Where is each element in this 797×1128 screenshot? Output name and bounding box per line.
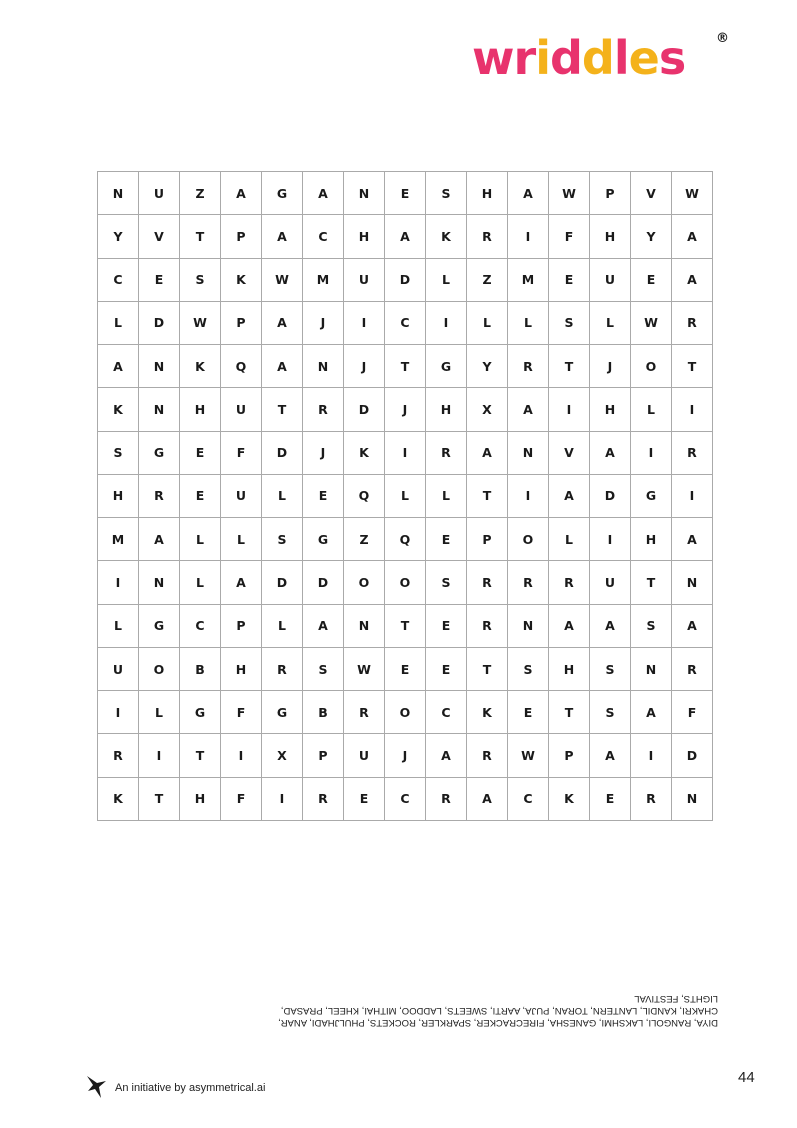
grid-cell[interactable]: W: [549, 172, 590, 215]
grid-cell[interactable]: O: [344, 561, 385, 604]
grid-cell[interactable]: R: [139, 474, 180, 517]
grid-cell[interactable]: T: [180, 734, 221, 777]
word-list-line: CHAKRI, KANDIL, LANTERN, TORAN, PUJA, AARTI, SWEETS, LADDOO, MITHAI, KHEEL, PRASAD,: [280, 1005, 718, 1016]
grid-cell[interactable]: A: [262, 345, 303, 388]
grid-cell[interactable]: G: [303, 518, 344, 561]
grid-cell[interactable]: S: [590, 691, 631, 734]
grid-cell[interactable]: E: [426, 604, 467, 647]
grid-cell[interactable]: A: [590, 431, 631, 474]
grid-cell[interactable]: D: [262, 561, 303, 604]
grid-cell[interactable]: I: [385, 431, 426, 474]
grid-row: [98, 215, 713, 258]
grid-cell[interactable]: O: [385, 561, 426, 604]
grid-cell[interactable]: K: [98, 388, 139, 431]
grid-cell[interactable]: E: [180, 474, 221, 517]
grid-cell[interactable]: A: [303, 172, 344, 215]
grid-cell[interactable]: N: [303, 345, 344, 388]
logo-letter: e: [628, 31, 659, 85]
grid-cell[interactable]: L: [590, 301, 631, 344]
grid-cell[interactable]: F: [672, 691, 713, 734]
grid-cell[interactable]: I: [549, 388, 590, 431]
grid-cell[interactable]: I: [139, 734, 180, 777]
grid-cell[interactable]: I: [98, 691, 139, 734]
grid-cell[interactable]: P: [549, 734, 590, 777]
grid-cell[interactable]: F: [221, 777, 262, 820]
grid-cell[interactable]: U: [344, 258, 385, 301]
grid-cell[interactable]: S: [631, 604, 672, 647]
grid-row: [98, 345, 713, 388]
grid-cell[interactable]: K: [180, 345, 221, 388]
logo-letter: d: [549, 31, 582, 85]
grid-cell[interactable]: H: [344, 215, 385, 258]
grid-row: [98, 431, 713, 474]
grid-cell[interactable]: E: [303, 474, 344, 517]
grid-cell[interactable]: X: [262, 734, 303, 777]
grid-cell[interactable]: G: [631, 474, 672, 517]
grid-cell[interactable]: Q: [385, 518, 426, 561]
grid-cell[interactable]: H: [590, 215, 631, 258]
footer: [86, 1075, 265, 1101]
grid-cell[interactable]: V: [631, 172, 672, 215]
grid-cell[interactable]: W: [508, 734, 549, 777]
grid-cell[interactable]: I: [508, 474, 549, 517]
grid-cell[interactable]: T: [385, 345, 426, 388]
grid-cell[interactable]: O: [508, 518, 549, 561]
grid-cell[interactable]: G: [262, 691, 303, 734]
grid-cell[interactable]: Y: [98, 215, 139, 258]
grid-cell[interactable]: M: [98, 518, 139, 561]
grid-cell[interactable]: Q: [344, 474, 385, 517]
grid-cell[interactable]: R: [426, 777, 467, 820]
grid-cell[interactable]: A: [590, 734, 631, 777]
grid-cell[interactable]: A: [139, 518, 180, 561]
grid-row: [98, 301, 713, 344]
grid-cell[interactable]: S: [590, 647, 631, 690]
grid-cell[interactable]: D: [303, 561, 344, 604]
grid-cell[interactable]: T: [549, 345, 590, 388]
grid-cell[interactable]: S: [426, 172, 467, 215]
grid-cell[interactable]: N: [344, 604, 385, 647]
grid-cell[interactable]: R: [303, 388, 344, 431]
grid-cell[interactable]: L: [467, 301, 508, 344]
grid-cell[interactable]: E: [426, 518, 467, 561]
grid-cell[interactable]: C: [385, 777, 426, 820]
grid-cell[interactable]: T: [631, 561, 672, 604]
grid-cell[interactable]: W: [180, 301, 221, 344]
grid-cell[interactable]: L: [262, 474, 303, 517]
logo-letter: r: [513, 31, 536, 85]
grid-cell[interactable]: A: [549, 474, 590, 517]
grid-cell[interactable]: R: [262, 647, 303, 690]
grid-cell[interactable]: J: [303, 301, 344, 344]
grid-cell[interactable]: W: [262, 258, 303, 301]
grid-cell[interactable]: I: [508, 215, 549, 258]
grid-cell[interactable]: G: [139, 431, 180, 474]
grid-cell[interactable]: I: [98, 561, 139, 604]
grid-cell[interactable]: P: [467, 518, 508, 561]
grid-cell[interactable]: J: [344, 345, 385, 388]
grid-cell[interactable]: J: [385, 734, 426, 777]
grid-row: [98, 734, 713, 777]
grid-cell[interactable]: R: [303, 777, 344, 820]
grid-row: [98, 777, 713, 820]
grid-cell[interactable]: K: [221, 258, 262, 301]
bird-icon: [86, 1073, 108, 1104]
grid-cell[interactable]: R: [467, 604, 508, 647]
grid-cell[interactable]: I: [590, 518, 631, 561]
grid-cell[interactable]: H: [467, 172, 508, 215]
grid-cell[interactable]: O: [385, 691, 426, 734]
grid-cell[interactable]: E: [426, 647, 467, 690]
grid-cell[interactable]: U: [590, 561, 631, 604]
grid-cell[interactable]: E: [590, 777, 631, 820]
grid-cell[interactable]: U: [221, 388, 262, 431]
grid-cell[interactable]: J: [590, 345, 631, 388]
grid-cell[interactable]: N: [508, 431, 549, 474]
grid-cell[interactable]: A: [467, 431, 508, 474]
logo-letter: w: [472, 31, 514, 85]
grid-cell[interactable]: L: [139, 691, 180, 734]
registered-mark: ®: [716, 31, 729, 46]
grid-row: [98, 474, 713, 517]
grid-cell[interactable]: H: [221, 647, 262, 690]
grid-row: [98, 647, 713, 690]
grid-cell[interactable]: L: [426, 474, 467, 517]
grid-cell[interactable]: Z: [344, 518, 385, 561]
grid-cell[interactable]: K: [549, 777, 590, 820]
grid-cell[interactable]: U: [221, 474, 262, 517]
grid-cell[interactable]: R: [672, 431, 713, 474]
logo-letter: d: [581, 31, 614, 85]
grid-cell[interactable]: A: [221, 561, 262, 604]
grid-cell[interactable]: H: [98, 474, 139, 517]
grid-cell[interactable]: Z: [467, 258, 508, 301]
grid-cell[interactable]: E: [139, 258, 180, 301]
grid-cell[interactable]: P: [221, 215, 262, 258]
grid-cell[interactable]: G: [139, 604, 180, 647]
word-search-grid: [97, 171, 713, 821]
grid-cell[interactable]: A: [426, 734, 467, 777]
grid-cell[interactable]: R: [508, 561, 549, 604]
grid-row: [98, 691, 713, 734]
grid-cell[interactable]: A: [631, 691, 672, 734]
grid-cell[interactable]: H: [631, 518, 672, 561]
grid-cell[interactable]: A: [508, 172, 549, 215]
grid-cell[interactable]: V: [139, 215, 180, 258]
grid-cell[interactable]: A: [303, 604, 344, 647]
grid-cell[interactable]: T: [549, 691, 590, 734]
grid-cell[interactable]: R: [426, 431, 467, 474]
grid-cell[interactable]: I: [631, 734, 672, 777]
grid-cell[interactable]: F: [549, 215, 590, 258]
grid-cell[interactable]: E: [180, 431, 221, 474]
grid-cell[interactable]: M: [303, 258, 344, 301]
grid-cell[interactable]: R: [672, 647, 713, 690]
grid-cell[interactable]: K: [98, 777, 139, 820]
grid-cell[interactable]: E: [549, 258, 590, 301]
grid-cell[interactable]: I: [631, 431, 672, 474]
grid-cell[interactable]: N: [631, 647, 672, 690]
grid-cell[interactable]: S: [549, 301, 590, 344]
grid-cell[interactable]: F: [221, 691, 262, 734]
logo-letter: i: [535, 31, 550, 85]
grid-cell[interactable]: D: [672, 734, 713, 777]
grid-cell[interactable]: R: [631, 777, 672, 820]
grid-cell[interactable]: L: [549, 518, 590, 561]
grid-cell[interactable]: J: [385, 388, 426, 431]
grid-cell[interactable]: A: [672, 215, 713, 258]
grid-cell[interactable]: C: [98, 258, 139, 301]
grid-cell[interactable]: A: [549, 604, 590, 647]
grid-cell[interactable]: A: [672, 604, 713, 647]
footer-text: An initiative by asymmetrical.ai: [115, 1082, 266, 1094]
grid-cell[interactable]: D: [344, 388, 385, 431]
grid-cell[interactable]: D: [262, 431, 303, 474]
grid-cell[interactable]: U: [344, 734, 385, 777]
grid-cell[interactable]: A: [262, 301, 303, 344]
grid-cell[interactable]: I: [262, 777, 303, 820]
grid-cell[interactable]: R: [672, 301, 713, 344]
logo-letter: l: [613, 31, 629, 85]
grid-cell[interactable]: G: [180, 691, 221, 734]
grid-cell[interactable]: G: [262, 172, 303, 215]
grid-cell[interactable]: S: [180, 258, 221, 301]
grid-cell[interactable]: U: [98, 647, 139, 690]
grid-cell[interactable]: P: [590, 172, 631, 215]
grid-cell[interactable]: N: [344, 172, 385, 215]
grid-cell[interactable]: J: [303, 431, 344, 474]
grid-row: [98, 604, 713, 647]
grid-cell[interactable]: L: [426, 258, 467, 301]
grid-cell[interactable]: K: [426, 215, 467, 258]
grid-cell[interactable]: Q: [221, 345, 262, 388]
page-number: 44: [738, 1069, 755, 1086]
word-list-line: LIGHTS, FESTIVAL: [634, 993, 718, 1004]
grid-cell[interactable]: S: [426, 561, 467, 604]
grid-cell[interactable]: I: [344, 301, 385, 344]
grid-cell[interactable]: H: [590, 388, 631, 431]
grid-cell[interactable]: C: [385, 301, 426, 344]
grid-cell[interactable]: E: [508, 691, 549, 734]
grid-cell[interactable]: C: [426, 691, 467, 734]
grid-cell[interactable]: N: [139, 388, 180, 431]
grid-cell[interactable]: L: [631, 388, 672, 431]
grid-cell[interactable]: I: [672, 388, 713, 431]
grid-cell[interactable]: H: [426, 388, 467, 431]
grid-cell[interactable]: D: [139, 301, 180, 344]
grid-cell[interactable]: L: [508, 301, 549, 344]
grid-cell[interactable]: S: [262, 518, 303, 561]
logo-letter: s: [658, 31, 686, 85]
grid-cell[interactable]: N: [139, 345, 180, 388]
grid-cell[interactable]: N: [139, 561, 180, 604]
grid-row: [98, 258, 713, 301]
grid-row: [98, 172, 713, 215]
grid-cell[interactable]: A: [221, 172, 262, 215]
grid-cell[interactable]: R: [98, 734, 139, 777]
grid-cell[interactable]: L: [98, 301, 139, 344]
grid-cell[interactable]: E: [385, 172, 426, 215]
grid-row: [98, 561, 713, 604]
grid-cell[interactable]: N: [508, 604, 549, 647]
grid-cell[interactable]: R: [467, 215, 508, 258]
grid-cell[interactable]: D: [590, 474, 631, 517]
grid-cell[interactable]: E: [631, 258, 672, 301]
grid-cell[interactable]: C: [508, 777, 549, 820]
grid-cell[interactable]: N: [98, 172, 139, 215]
grid-cell[interactable]: T: [467, 474, 508, 517]
grid-cell[interactable]: S: [508, 647, 549, 690]
grid-cell[interactable]: Y: [467, 345, 508, 388]
grid-cell[interactable]: P: [303, 734, 344, 777]
grid-cell[interactable]: O: [631, 345, 672, 388]
grid-cell[interactable]: R: [508, 345, 549, 388]
grid-cell[interactable]: G: [426, 345, 467, 388]
grid-cell[interactable]: A: [98, 345, 139, 388]
grid-row: [98, 388, 713, 431]
grid-cell[interactable]: P: [221, 301, 262, 344]
grid-cell[interactable]: U: [139, 172, 180, 215]
grid-cell[interactable]: E: [385, 647, 426, 690]
grid-cell[interactable]: T: [672, 345, 713, 388]
grid-cell[interactable]: H: [549, 647, 590, 690]
grid-cell[interactable]: H: [180, 388, 221, 431]
grid-cell[interactable]: T: [467, 647, 508, 690]
grid-cell[interactable]: S: [303, 647, 344, 690]
wriddles-logo: [472, 28, 685, 88]
grid-cell[interactable]: L: [98, 604, 139, 647]
grid-cell[interactable]: R: [467, 561, 508, 604]
grid-cell[interactable]: D: [385, 258, 426, 301]
grid-cell[interactable]: N: [672, 777, 713, 820]
grid-cell[interactable]: Z: [180, 172, 221, 215]
grid-cell[interactable]: I: [672, 474, 713, 517]
grid-cell[interactable]: E: [344, 777, 385, 820]
grid-cell[interactable]: A: [508, 388, 549, 431]
grid-cell[interactable]: L: [221, 518, 262, 561]
grid-cell[interactable]: R: [344, 691, 385, 734]
grid-cell[interactable]: X: [467, 388, 508, 431]
grid-cell[interactable]: A: [385, 215, 426, 258]
grid-cell[interactable]: I: [426, 301, 467, 344]
grid-cell[interactable]: T: [385, 604, 426, 647]
grid-cell[interactable]: W: [631, 301, 672, 344]
grid-cell[interactable]: R: [467, 734, 508, 777]
grid-cell[interactable]: F: [221, 431, 262, 474]
grid-cell[interactable]: L: [180, 518, 221, 561]
grid-cell[interactable]: C: [303, 215, 344, 258]
grid-cell[interactable]: W: [672, 172, 713, 215]
grid-cell[interactable]: V: [549, 431, 590, 474]
grid-cell[interactable]: A: [672, 518, 713, 561]
grid-cell[interactable]: A: [590, 604, 631, 647]
grid-cell[interactable]: K: [344, 431, 385, 474]
grid-cell[interactable]: O: [139, 647, 180, 690]
grid-cell[interactable]: T: [180, 215, 221, 258]
grid-cell[interactable]: A: [467, 777, 508, 820]
grid-cell[interactable]: B: [303, 691, 344, 734]
grid-cell[interactable]: Y: [631, 215, 672, 258]
grid-cell[interactable]: T: [139, 777, 180, 820]
grid-cell[interactable]: M: [508, 258, 549, 301]
grid-cell[interactable]: H: [180, 777, 221, 820]
grid-cell[interactable]: S: [98, 431, 139, 474]
grid-cell[interactable]: P: [221, 604, 262, 647]
grid-cell[interactable]: I: [221, 734, 262, 777]
grid-cell[interactable]: C: [180, 604, 221, 647]
word-list-upside-down: [198, 992, 718, 1028]
grid-cell[interactable]: A: [262, 215, 303, 258]
grid-cell[interactable]: B: [180, 647, 221, 690]
grid-cell[interactable]: L: [385, 474, 426, 517]
grid-row: [98, 518, 713, 561]
grid-cell[interactable]: W: [344, 647, 385, 690]
grid-cell[interactable]: K: [467, 691, 508, 734]
grid-cell[interactable]: N: [672, 561, 713, 604]
grid-cell[interactable]: R: [549, 561, 590, 604]
grid-cell[interactable]: U: [590, 258, 631, 301]
grid-cell[interactable]: L: [180, 561, 221, 604]
grid-cell[interactable]: L: [262, 604, 303, 647]
word-list-line: DIYA, RANGOLI, LAKSHMI, GANESHA, FIRECRACKER, SPARKLER, ROCKETS, PHULJHADI, ANAR,: [278, 1017, 718, 1028]
grid-cell[interactable]: A: [672, 258, 713, 301]
grid-cell[interactable]: T: [262, 388, 303, 431]
